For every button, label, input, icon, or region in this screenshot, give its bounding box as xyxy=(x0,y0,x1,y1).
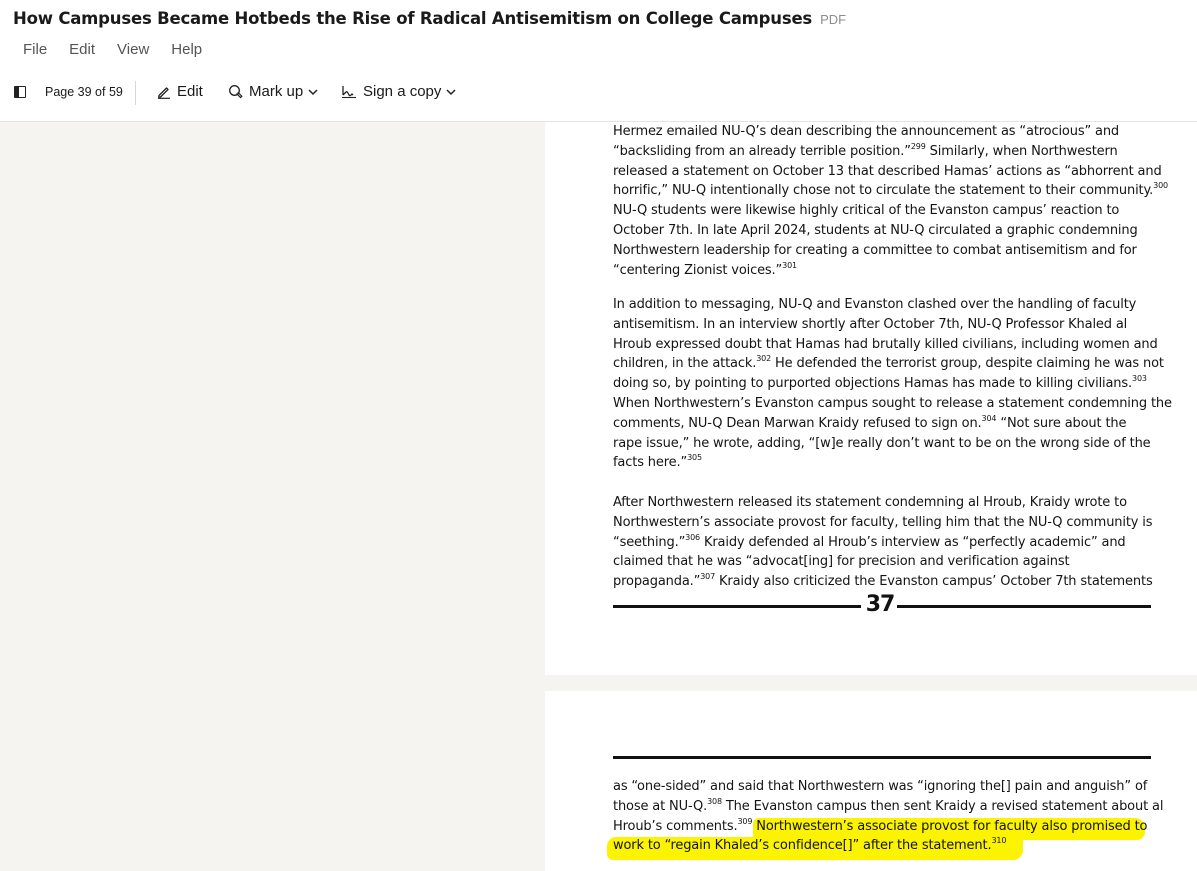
text-line: doing so, by pointing to purported objections Hamas has made to killing civilians.$^{303}$ xyxy=(613,374,1147,392)
pdf-page-37 xyxy=(545,122,1197,675)
text-line: October 7th. In late April 2024, students at NU-Q circulated a graphic condemning xyxy=(613,222,1138,238)
footnote-ref[interactable]: 309 xyxy=(737,816,753,826)
text-line: Northwestern leadership for creating a committee to combat antisemitism and for xyxy=(613,242,1137,258)
toolbar xyxy=(0,80,1197,106)
pdf-page-38 xyxy=(545,691,1197,871)
page-number: 37 xyxy=(865,592,895,617)
footnote-ref[interactable]: 303 xyxy=(1132,374,1147,384)
paragraph-continued xyxy=(613,777,1163,856)
chevron-down-icon xyxy=(308,88,318,96)
footnote-ref[interactable]: 308 xyxy=(707,796,722,806)
text-line: Northwestern’s associate provost for faculty, telling him that the NU-Q community is xyxy=(613,514,1153,530)
signature-icon xyxy=(341,84,357,99)
markup-icon xyxy=(228,84,243,99)
footnote-ref[interactable]: 310 xyxy=(991,836,1007,846)
document-title: How Campuses Became Hotbeds the Rise of Radical Antisemitism on College Campuses xyxy=(13,9,813,28)
text-line: released a statement on October 13 that described Hamas’ actions as “abhorrent and xyxy=(613,163,1162,179)
footnote-ref[interactable]: 304 xyxy=(981,413,997,423)
text-line: In addition to messaging, NU-Q and Evanston clashed over the handling of faculty xyxy=(613,297,1137,312)
footnote-ref[interactable]: 302 xyxy=(756,354,772,364)
text-line: Hermez emailed NU-Q’s dean describing the announcement as “atrocious” and xyxy=(613,124,1120,139)
text-line: as “one-sided” and said that Northwestern was “ignoring the[] pain and anguish” of xyxy=(613,779,1148,794)
footnote-ref[interactable]: 300 xyxy=(1153,181,1168,191)
text-line: those at NU-Q.$^{308}$ The Evanston campus then sent Kraidy a revised statement about al xyxy=(613,796,1164,814)
document-type-badge: PDF xyxy=(820,12,847,27)
menu-help[interactable]: Help xyxy=(171,41,203,58)
footnote-ref[interactable]: 306 xyxy=(685,532,700,542)
text-line: rape issue,” he wrote, adding, “[w]e really don’t want to be on the wrong side of the xyxy=(613,435,1151,451)
footnote-ref[interactable]: 299 xyxy=(910,141,926,151)
paragraph-kraidy-response xyxy=(613,493,1153,592)
markup-button-label: Mark up xyxy=(249,83,304,100)
text-line: work to “regain Khaled’s confidence[]” after the statement.$^{310}$ xyxy=(613,836,1007,854)
text-line: When Northwestern’s Evanston campus sought to release a statement condemning the xyxy=(613,395,1172,411)
paragraph-faculty-antisemitism xyxy=(613,295,1172,473)
menu-bar xyxy=(12,41,213,58)
text-line: claimed that he was “advocat[ing] for precision and verification against xyxy=(613,554,1070,570)
markup-button[interactable] xyxy=(228,83,324,100)
sign-copy-button-label: Sign a copy xyxy=(363,83,442,100)
text-line: horrific,” NU-Q intentionally chose not to circulate the statement to their community.$^{300}$ xyxy=(613,181,1168,199)
edit-button-label: Edit xyxy=(177,83,203,100)
edit-button[interactable] xyxy=(157,83,203,100)
sidebar-toggle-icon[interactable] xyxy=(14,86,26,98)
app-header xyxy=(0,0,1197,122)
text-line: facts here.”$^{305}$ xyxy=(613,453,702,471)
footer-rule-left xyxy=(613,605,861,608)
page-indicator: Page 39 of 59 xyxy=(45,85,123,99)
text-line: “backsliding from an already terrible position.”$^{299}$ Similarly, when Northwestern xyxy=(613,141,1118,159)
chevron-down-icon xyxy=(446,88,456,96)
title-row xyxy=(13,9,846,28)
footnote-ref[interactable]: 307 xyxy=(700,572,716,582)
text-line: “centering Zionist voices.”$^{301}$ xyxy=(613,260,797,278)
sign-copy-button[interactable] xyxy=(341,83,462,100)
toolbar-divider xyxy=(135,81,136,105)
text-line: Hroub expressed doubt that Hamas had brutally killed civilians, including women and xyxy=(613,336,1158,352)
pencil-icon xyxy=(157,85,171,99)
footnote-ref[interactable]: 305 xyxy=(687,453,702,463)
menu-edit[interactable]: Edit xyxy=(69,41,96,58)
text-line: antisemitism. In an interview shortly after October 7th, NU-Q Professor Khaled al xyxy=(613,316,1128,332)
paragraph-messaging-reactions xyxy=(613,122,1168,280)
menu-file[interactable]: File xyxy=(23,41,48,58)
menu-view[interactable]: View xyxy=(117,41,150,58)
text-line: propaganda.”$^{307}$ Kraidy also criticized the Evanston campus’ October 7th statements xyxy=(613,572,1153,590)
footnote-ref[interactable]: 301 xyxy=(782,260,797,270)
footer-rule-right xyxy=(897,605,1151,608)
text-line: comments, NU-Q Dean Marwan Kraidy refused to sign on.$^{304}$ “Not sure about the xyxy=(613,413,1127,431)
text-line: “seething.”$^{306}$ Kraidy defended al Hroub’s interview as “perfectly academic” and xyxy=(613,532,1126,550)
text-line: NU-Q students were likewise highly critical of the Evanston campus’ reaction to xyxy=(613,203,1120,219)
text-line: children, in the attack.$^{302}$ He defended the terrorist group, despite claiming he was not xyxy=(613,354,1164,372)
header-rule xyxy=(613,756,1151,759)
text-line: Hroub’s comments.$^{309}$ Northwestern’s associate provost for faculty also promised to xyxy=(613,816,1148,834)
text-line: After Northwestern released its statement condemning al Hroub, Kraidy wrote to xyxy=(613,495,1127,510)
